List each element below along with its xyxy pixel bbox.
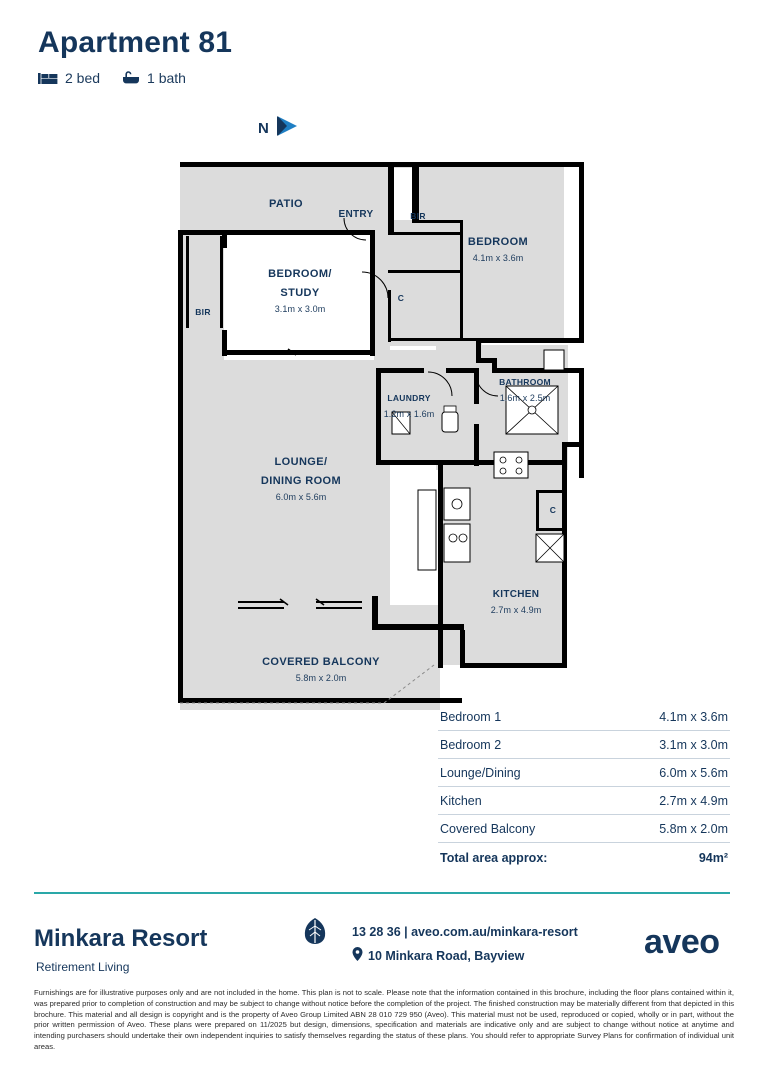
compass-label: N <box>258 120 269 137</box>
room-label-c-kitchen: C <box>549 505 557 515</box>
resort-tagline: Retirement Living <box>36 960 130 974</box>
room-name: Kitchen <box>440 794 482 808</box>
property-specs <box>38 70 232 86</box>
room-dimensions: 5.8m x 2.0m <box>659 822 728 836</box>
room-label-entry: ENTRY <box>338 209 374 220</box>
room-name: Covered Balcony <box>440 822 536 836</box>
total-area-row <box>438 843 730 869</box>
north-arrow-icon <box>275 115 301 142</box>
room-dimensions: 3.1m x 3.0m <box>659 738 728 752</box>
room-dimensions: 2.7m x 4.9m <box>659 794 728 808</box>
wall-right-bathroom <box>579 368 584 478</box>
room-label-laundry: LAUNDRY 1.2m x 1.6m <box>383 393 435 419</box>
disclaimer-text: Furnishings are for illustrative purposes only and are not included in the home. This plan is not to scale. Please note that the information contained in this brochure, including the floor plans contained within it, was prepared prior to completion of construction and may be subject to change without notice before the completion of the project. The finished construction may be materially different from that depicted in this brochure. This material and all design is copyright and is the property of Aveo Group Limited ABN 28 010 729 950 (Aveo). This material must not be used, reproduced or copied, wholly or in part, without the prior written permission of Aveo. These plans were prepared on 11/2025 but design, dimensions, specification and materials are indicative only and are subject to change without notice at anytime and intending purchasers should undertake their own independent inquiries to satisfy themselves regarding the status of these plans. You should refer to appropriate Survey Plans for confirmation of individual unit areas. <box>34 988 734 1051</box>
bed-count-label: 2 bed <box>65 70 101 86</box>
leaf-icon <box>302 917 328 950</box>
room-name: Bedroom 2 <box>440 738 502 752</box>
bath-spec <box>122 70 186 86</box>
room-label-lounge: LOUNGE/ DINING ROOM 6.0m x 5.6m <box>260 456 342 502</box>
table-row <box>438 787 730 815</box>
floorplan <box>176 160 576 715</box>
table-row <box>438 815 730 843</box>
wall-right-bedroom <box>579 162 584 342</box>
room-label-bedroom1: BEDROOM 4.1m x 3.6m <box>467 236 529 263</box>
room-label-bathroom: BATHROOM 1.6m x 2.5m <box>499 377 551 403</box>
area-schedule-table <box>438 703 730 869</box>
address-text: 10 Minkara Road, Bayview <box>368 948 525 963</box>
room-name: Bedroom 1 <box>440 710 502 724</box>
compass <box>258 115 301 142</box>
address-line <box>352 947 524 964</box>
bed-icon <box>38 71 58 85</box>
table-row <box>438 703 730 731</box>
footer-divider <box>34 892 730 894</box>
room-dimensions: 4.1m x 3.6m <box>659 710 728 724</box>
resort-name: Minkara Resort <box>34 925 208 952</box>
room-dimensions: 6.0m x 5.6m <box>659 766 728 780</box>
room-name: Lounge/Dining <box>440 766 521 780</box>
room-label-patio: PATIO <box>269 198 303 210</box>
page-header <box>38 26 232 86</box>
total-area-label: Total area approx: <box>440 851 548 865</box>
contact-line[interactable]: 13 28 36 | aveo.com.au/minkara-resort <box>352 925 578 939</box>
room-label-bedroom2: BEDROOM/ STUDY 3.1m x 3.0m <box>268 268 332 314</box>
map-pin-icon <box>352 947 363 964</box>
bath-icon <box>122 71 140 85</box>
room-label-bir-left: BIR <box>195 307 211 317</box>
bath-count-label: 1 bath <box>147 70 186 86</box>
page-title: Apartment 81 <box>38 26 233 59</box>
room-label-c-top: C <box>397 293 405 303</box>
room-label-balcony: COVERED BALCONY 5.8m x 2.0m <box>262 656 380 683</box>
room-label-bir-top: BIR <box>410 211 426 221</box>
bed-spec <box>38 70 100 86</box>
aveo-logo: aveo <box>644 923 720 961</box>
table-row <box>438 759 730 787</box>
table-row <box>438 731 730 759</box>
room-label-kitchen: KITCHEN 2.7m x 4.9m <box>490 589 542 615</box>
total-area-value: 94m² <box>698 851 728 865</box>
